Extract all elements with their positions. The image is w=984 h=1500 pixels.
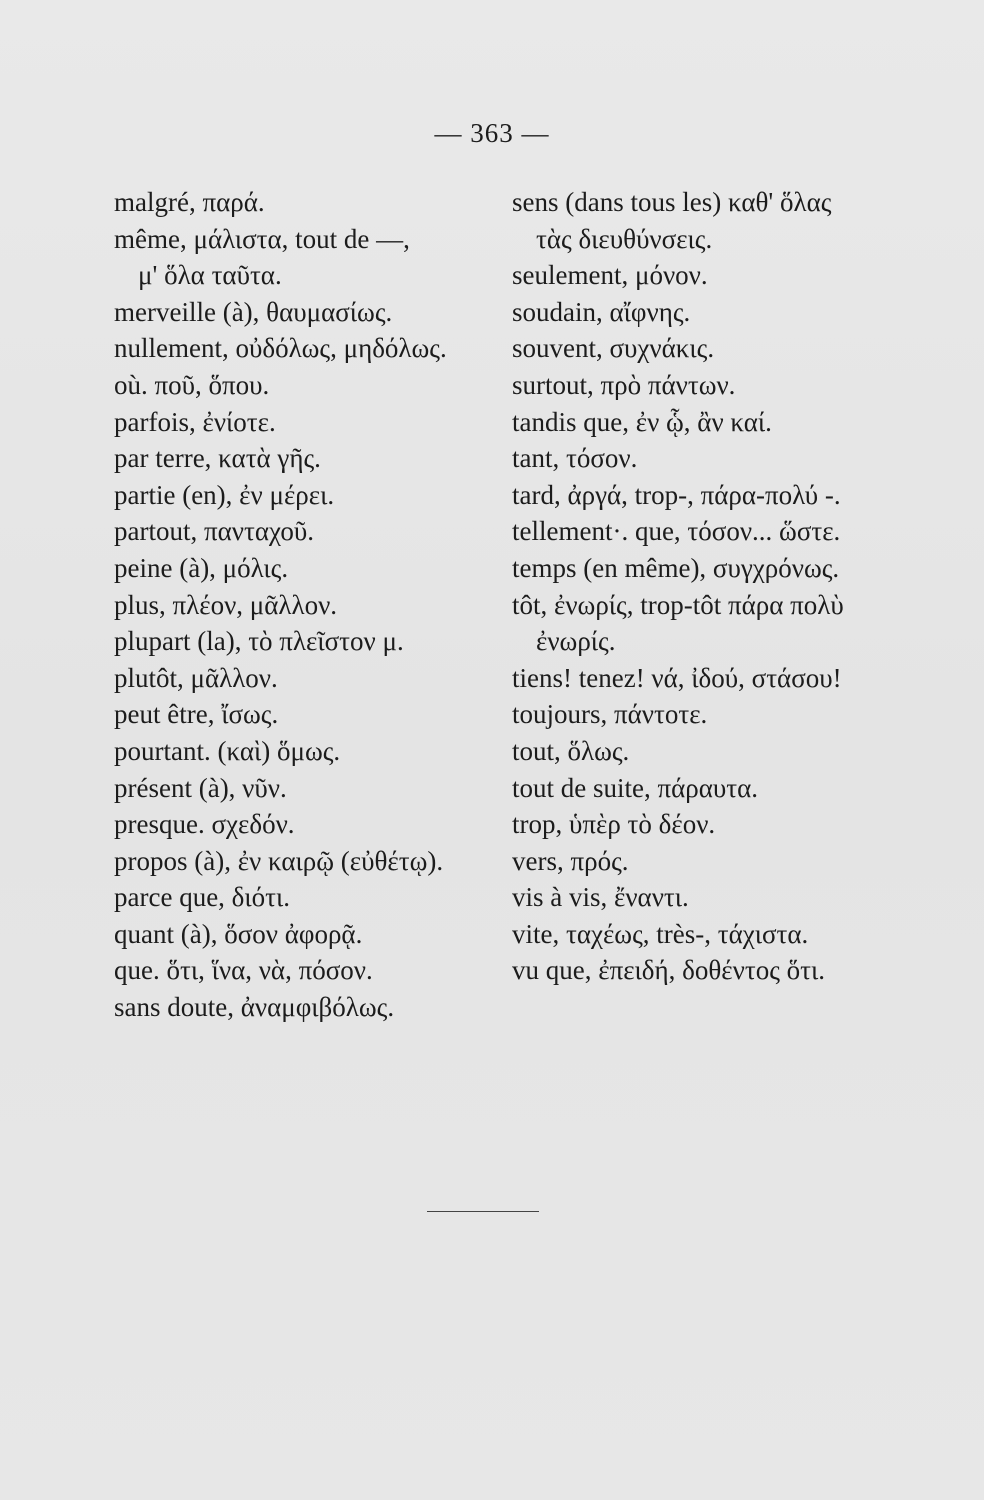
- dictionary-entry: vis à vis, ἔναντι.: [512, 882, 689, 913]
- dictionary-entry: presque. σχεδόν.: [114, 809, 295, 840]
- dictionary-entry: parce que, διότι.: [114, 882, 291, 913]
- dictionary-entry: vite, ταχέως, très-, τάχιστα.: [512, 918, 809, 949]
- dictionary-entry: tard, ἀργά, trop-, πάρα-πολύ -.: [512, 479, 841, 510]
- right-column: [512, 184, 902, 989]
- dictionary-entry: tiens! tenez! νά, ἰδού, στάσου!: [512, 662, 842, 693]
- dictionary-entry: vers, πρός.: [512, 845, 629, 876]
- dictionary-entry: que. ὅτι, ἵνα, νὰ, πόσον.: [114, 955, 373, 986]
- dictionary-entry-continuation: μ' ὅλα ταῦτα.: [138, 260, 282, 291]
- dictionary-entry: quant (à), ὅσον ἀφορᾷ.: [114, 918, 363, 949]
- dictionary-entry: peine (à), μόλις.: [114, 552, 289, 583]
- dictionary-entry: tellement·. que, τόσον... ὥστε.: [512, 516, 841, 547]
- page-number: — 363 —: [434, 118, 550, 148]
- dictionary-entry-continuation: ἐνωρίς.: [536, 626, 616, 657]
- dictionary-entry: même, μάλιστα, tout de —,: [114, 223, 410, 254]
- dictionary-entry: tôt, ἐνωρίς, trop-tôt πάρα πολὺ: [512, 589, 844, 620]
- dictionary-entry: plus, πλέον, μᾶλλον.: [114, 589, 338, 620]
- dictionary-entry: sans doute, ἀναμφιβόλως.: [114, 992, 395, 1023]
- dictionary-entry-continuation: τὰς διευθύνσεις.: [536, 223, 713, 254]
- dictionary-entry: présent (à), νῦν.: [114, 772, 287, 803]
- dictionary-entry: seulement, μόνον.: [512, 260, 708, 291]
- dictionary-entry: tandis que, ἐν ᾧ, ἂν καί.: [512, 406, 772, 437]
- dictionary-entry: parfois, ἐνίοτε.: [114, 406, 276, 437]
- dictionary-entry: peut être, ἴσως.: [114, 699, 279, 730]
- dictionary-entry: sens (dans tous les) καθ' ὅλας: [512, 187, 832, 217]
- dictionary-entry: partout, πανταχοῦ.: [114, 516, 314, 547]
- dictionary-entry: surtout, πρὸ πάντων.: [512, 369, 736, 400]
- dictionary-entry: pourtant. (καὶ) ὅμως.: [114, 735, 341, 766]
- dictionary-entry: tant, τόσον.: [512, 443, 638, 474]
- dictionary-entry: où. ποῦ, ὅπου.: [114, 369, 270, 400]
- dictionary-entry: vu que, ἐπειδή, δοθέντος ὅτι.: [512, 955, 826, 986]
- dictionary-entry: souvent, συχνάκις.: [512, 333, 715, 364]
- dictionary-entry: plutôt, μᾶλλον.: [114, 662, 278, 693]
- dictionary-entry: soudain, αἴφνης.: [512, 296, 691, 327]
- dictionary-entry: trop, ὑπὲρ τὸ δέον.: [512, 809, 716, 840]
- dictionary-entry: par terre, κατὰ γῆς.: [114, 443, 321, 474]
- dictionary-entry: nullement, οὐδόλως, μηδόλως.: [114, 333, 447, 364]
- end-rule: [427, 1211, 539, 1212]
- dictionary-entry: malgré, παρά.: [114, 187, 265, 217]
- left-column: [114, 184, 489, 1026]
- dictionary-entry: tout, ὅλως.: [512, 735, 630, 766]
- dictionary-entry: toujours, πάντοτε.: [512, 699, 708, 730]
- dictionary-entry: propos (à), ἐν καιρῷ (εὐθέτῳ).: [114, 845, 444, 876]
- dictionary-entry: merveille (à), θαυμασίως.: [114, 296, 393, 327]
- dictionary-entry: tout de suite, πάραυτα.: [512, 772, 758, 803]
- dictionary-entry: partie (en), ἐν μέρει.: [114, 479, 335, 510]
- dictionary-entry: plupart (la), τὸ πλεῖστον μ.: [114, 626, 404, 657]
- dictionary-entry: temps (en même), συγχρόνως.: [512, 552, 840, 583]
